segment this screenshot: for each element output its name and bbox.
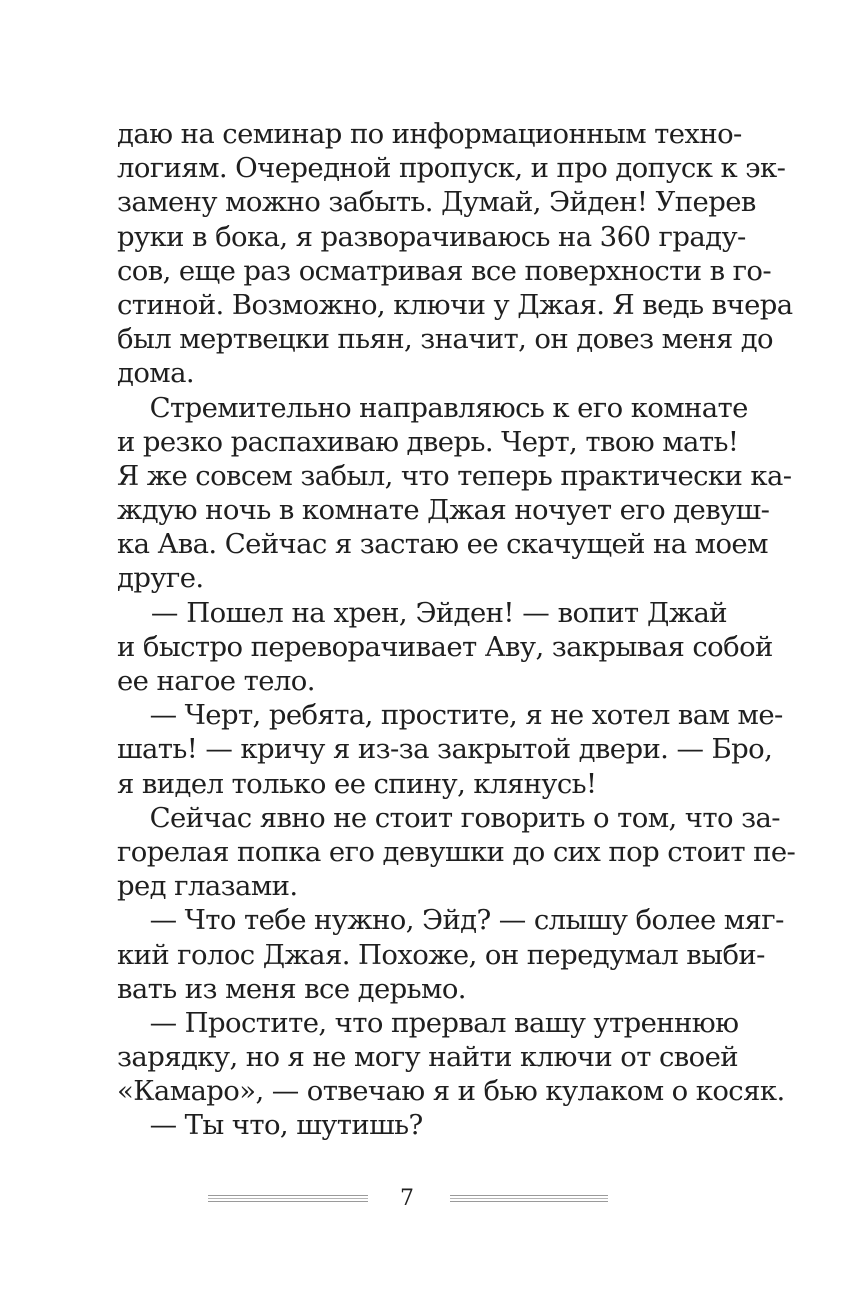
text-line: — Пошел на хрен, Эйден! — вопит Джай: [117, 596, 727, 629]
text-line: — Ты что, шутишь?: [117, 1109, 423, 1142]
text-line: Стремительно направляюсь к его комнате: [117, 391, 748, 424]
page-body-text: [117, 117, 796, 1143]
text-line: Сейчас явно не стоит говорить о том, что за-: [117, 801, 780, 834]
text-line: ждую ночь в комнате Джая ночует его девуш-: [117, 494, 770, 527]
text-line: и быстро переворачивает Аву, закрывая собой: [117, 630, 773, 663]
text-line: и резко распахиваю дверь. Черт, твою мать!: [117, 425, 739, 458]
text-line: замену можно забыть. Думай, Эйден! Уперев: [117, 186, 756, 219]
text-line: зарядку, но я не могу найти ключи от своей: [117, 1041, 739, 1074]
page-number: 7: [400, 1186, 414, 1211]
text-line: кий голос Джая. Похоже, он передумал выби-: [117, 938, 765, 971]
text-line: руки в бока, я разворачиваюсь на 360 граду-: [117, 220, 746, 253]
text-line: ее нагое тело.: [117, 665, 315, 697]
text-line: горелая попка его девушки до сих пор стоит пе-: [117, 835, 796, 868]
text-line: друге.: [117, 562, 204, 595]
text-line: был мертвецки пьян, значит, он довез меня до: [117, 323, 774, 356]
text-line: — Черт, ребята, простите, я не хотел вам ме-: [117, 699, 783, 732]
text-line: логиям. Очередной пропуск, и про допуск к эк-: [117, 152, 786, 185]
text-line: — Простите, что прервал вашу утреннюю: [117, 1006, 739, 1039]
text-line: шать! — кричу я из-за закрытой двери. — Бро,: [117, 733, 773, 766]
footer-rule-left: [208, 1195, 368, 1202]
text-line: ред глазами.: [117, 870, 298, 903]
footer-rule-right: [450, 1195, 608, 1202]
text-line: я видел только ее спину, клянусь!: [117, 767, 597, 800]
text-line: вать из меня все дерьмо.: [117, 972, 466, 1005]
page-footer: [0, 1184, 844, 1214]
text-line: Я же совсем забыл, что теперь практически ка-: [117, 459, 792, 492]
text-line: даю на семинар по информационным техно-: [117, 118, 742, 150]
text-line: стиной. Возможно, ключи у Джая. Я ведь вчера: [117, 288, 793, 321]
text-line: сов, еще раз осматривая все поверхности в го-: [117, 254, 772, 287]
text-line: — Что тебе нужно, Эйд? — слышу более мяг-: [117, 904, 784, 937]
text-line: «Камаро», — отвечаю я и бью кулаком о косяк.: [117, 1075, 785, 1108]
text-line: ка Ава. Сейчас я застаю ее скачущей на моем: [117, 528, 768, 561]
text-line: дома.: [117, 357, 195, 390]
